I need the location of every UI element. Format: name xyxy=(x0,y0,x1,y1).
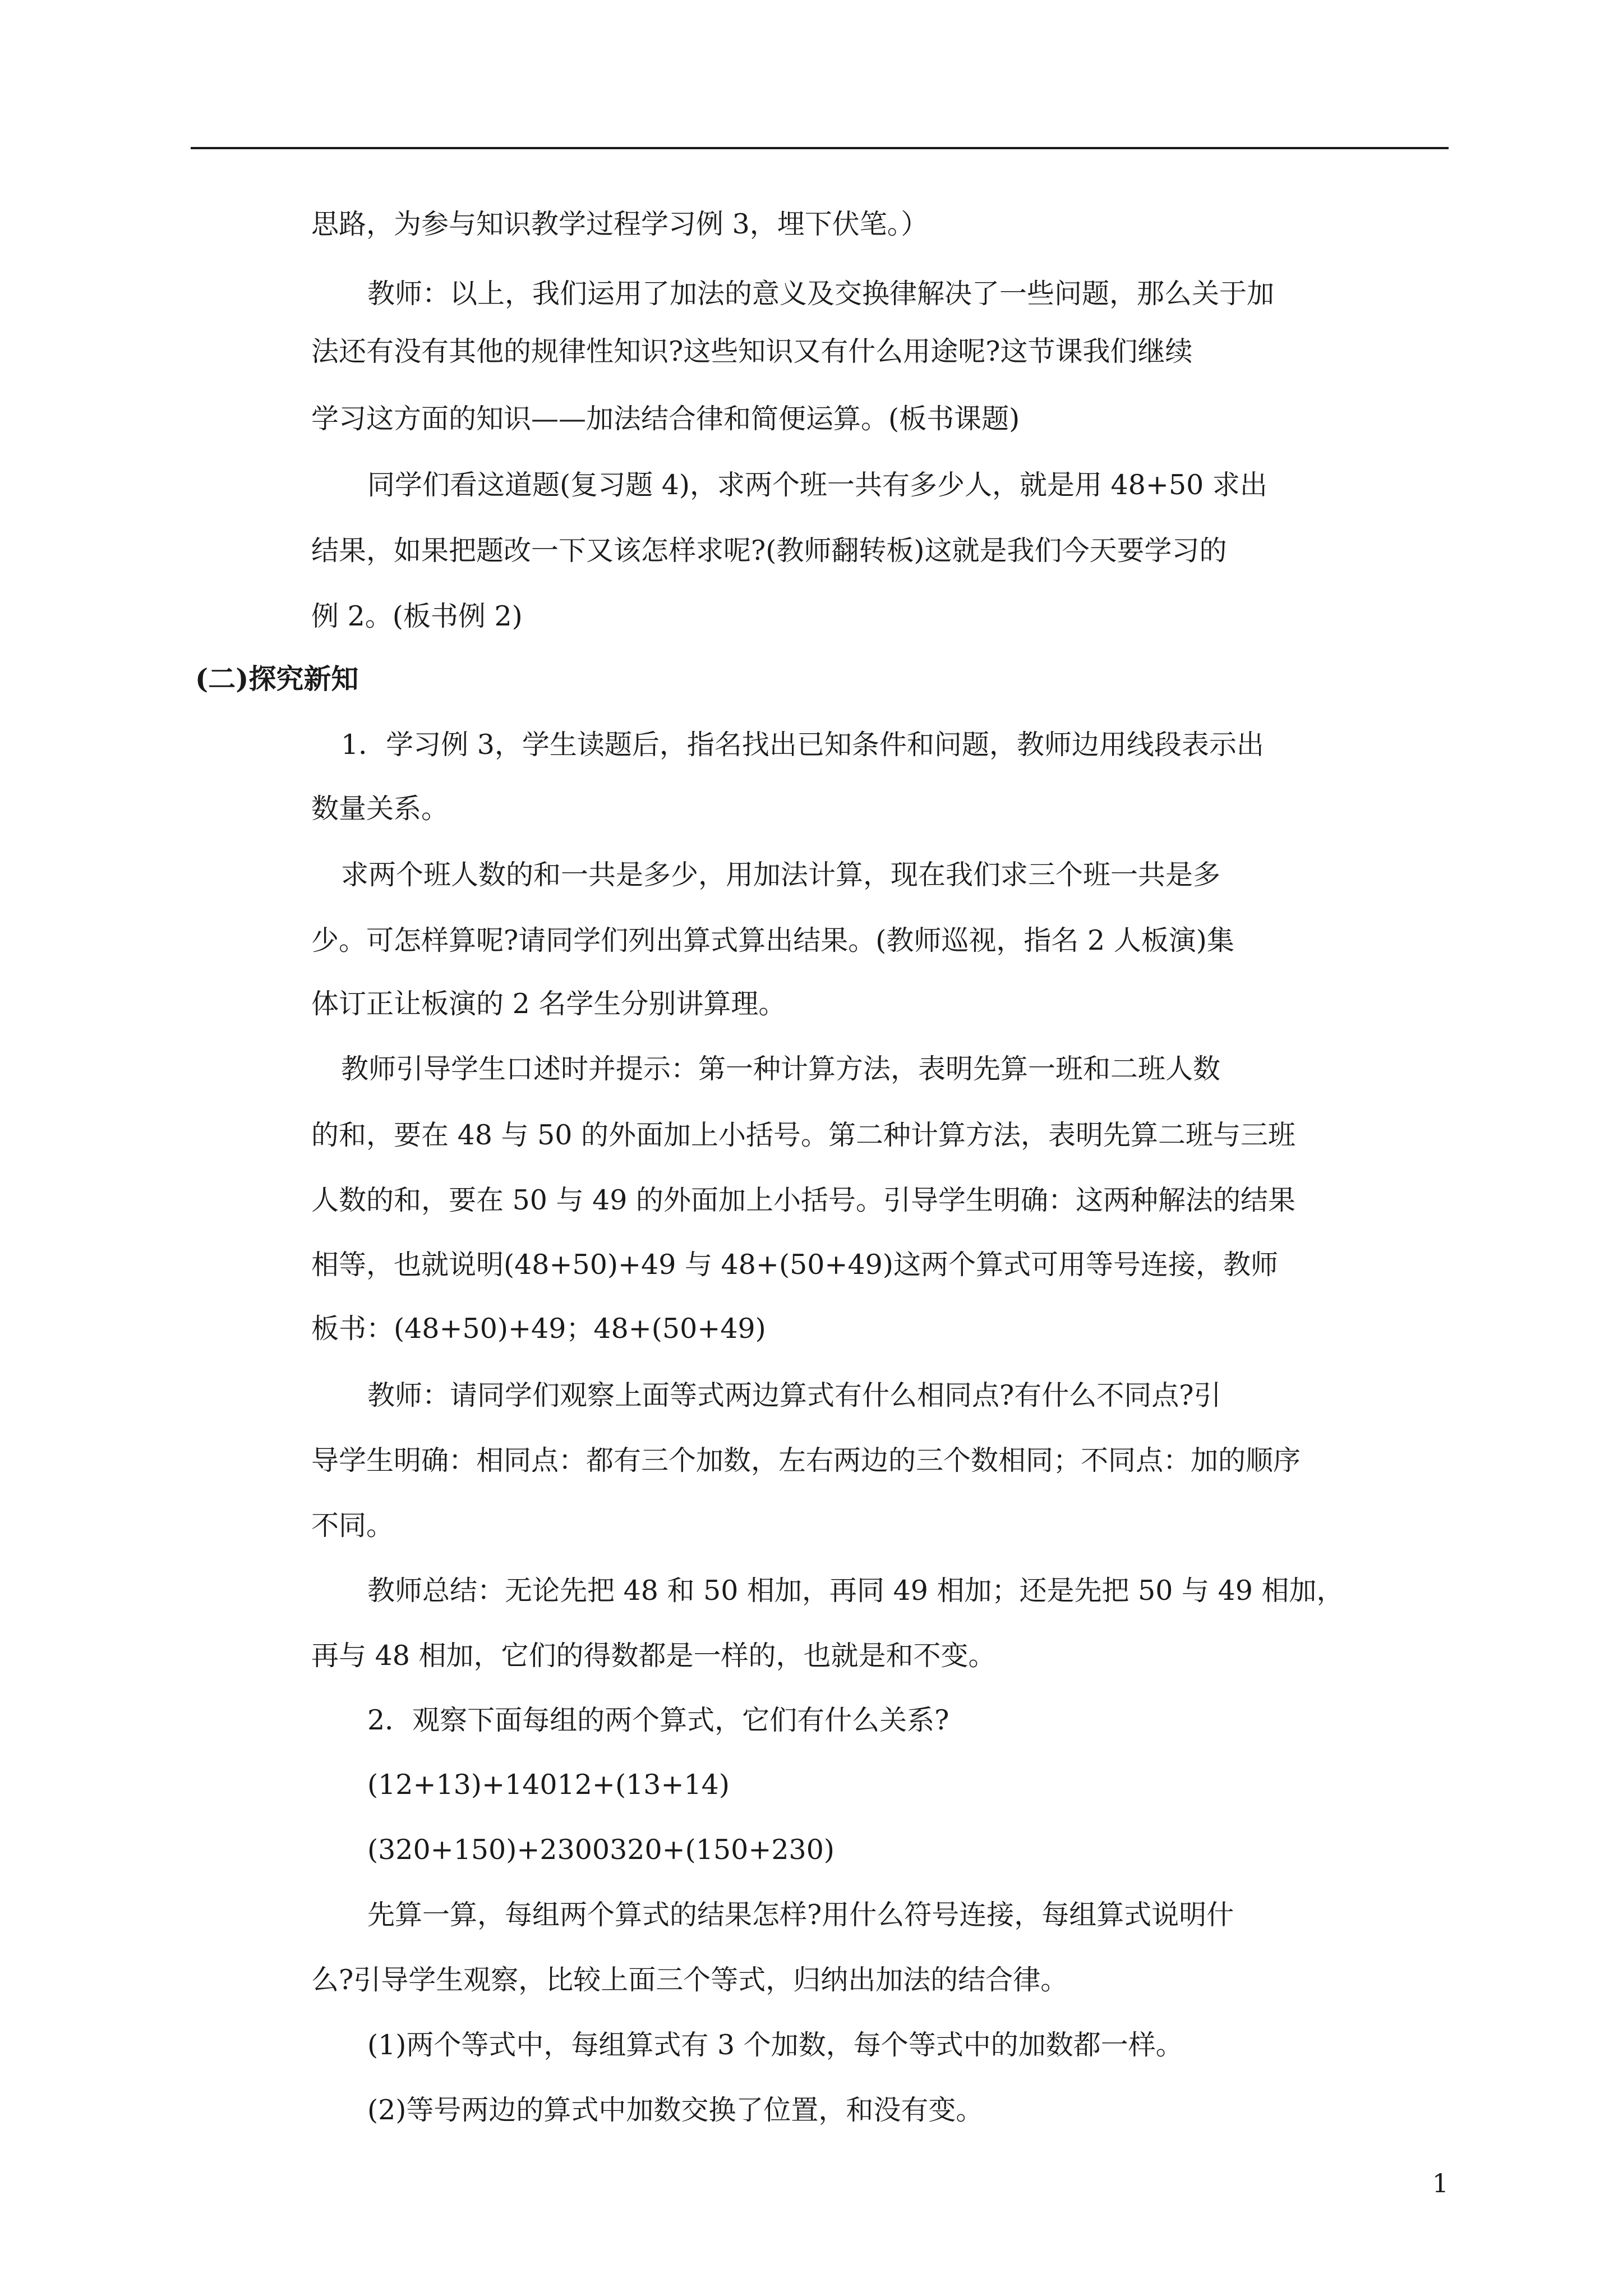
text-line: (2)等号两边的算式中加数交换了位置，和没有变。 xyxy=(367,2094,984,2126)
text-line: (12+13)+14012+(13+14) xyxy=(367,1769,730,1801)
text-line: 少。可怎样算呢?请同学们列出算式算出结果。(教师巡视，指名 2 人板演)集 xyxy=(311,924,1234,956)
section-heading: (二)探究新知 xyxy=(195,662,359,695)
text-line: 教师：请同学们观察上面等式两边算式有什么相同点?有什么不同点?引 xyxy=(367,1379,1221,1411)
text-line: 结果，如果把题改一下又该怎样求呢?(教师翻转板)这就是我们今天要学习的 xyxy=(311,535,1227,567)
text-line: 再与 48 相加，它们的得数都是一样的，也就是和不变。 xyxy=(311,1640,996,1672)
text-line: 不同。 xyxy=(311,1510,394,1542)
text-line: 同学们看这道题(复习题 4)，求两个班一共有多少人，就是用 48+50 求出 xyxy=(367,469,1267,501)
text-line: 例 2。(板书例 2) xyxy=(311,600,523,632)
text-line: 2．观察下面每组的两个算式，它们有什么关系? xyxy=(367,1704,949,1736)
page-number: 1 xyxy=(1432,2168,1449,2198)
header-rule xyxy=(191,147,1449,149)
text-line: 先算一算，每组两个算式的结果怎样?用什么符号连接，每组算式说明什 xyxy=(367,1899,1234,1931)
text-line: 么?引导学生观察，比较上面三个等式，归纳出加法的结合律。 xyxy=(311,1964,1068,1996)
text-line: 数量关系。 xyxy=(311,793,449,825)
text-line: 法还有没有其他的规律性知识?这些知识又有什么用途呢?这节课我们继续 xyxy=(311,335,1193,367)
text-line: 求两个班人数的和一共是多少，用加法计算，现在我们求三个班一共是多 xyxy=(341,859,1221,891)
text-line: 教师引导学生口述时并提示：第一种计算方法，表明先算一班和二班人数 xyxy=(341,1053,1221,1085)
text-line: 相等，也就说明(48+50)+49 与 48+(50+49)这两个算式可用等号连接，教师 xyxy=(311,1249,1278,1281)
text-line: 人数的和，要在 50 与 49 的外面加上小括号。引导学生明确：这两种解法的结果 xyxy=(311,1184,1296,1216)
text-line: 体订正让板演的 2 名学生分别讲算理。 xyxy=(311,988,786,1020)
text-line: 学习这方面的知识——加法结合律和简便运算。(板书课题) xyxy=(311,403,1020,435)
text-line: 教师：以上，我们运用了加法的意义及交换律解决了一些问题，那么关于加 xyxy=(367,278,1275,310)
text-line: (320+150)+2300320+(150+230) xyxy=(367,1834,835,1866)
text-line: 导学生明确：相同点：都有三个加数，左右两边的三个数相同；不同点：加的顺序 xyxy=(311,1444,1301,1476)
text-line: 教师总结：无论先把 48 和 50 相加，再同 49 相加；还是先把 50 与 49 相加， xyxy=(367,1575,1344,1607)
text-line: (1)两个等式中，每组算式有 3 个加数，每个等式中的加数都一样。 xyxy=(367,2029,1183,2061)
text-line: 思路，为参与知识教学过程学习例 3，埋下伏笔。） xyxy=(311,208,929,240)
text-line: 的和，要在 48 与 50 的外面加上小括号。第二种计算方法，表明先算二班与三班 xyxy=(311,1119,1296,1151)
text-line: 1．学习例 3，学生读题后，指名找出已知条件和问题，教师边用线段表示出 xyxy=(341,729,1264,761)
text-line: 板书：(48+50)+49；48+(50+49) xyxy=(311,1313,766,1345)
